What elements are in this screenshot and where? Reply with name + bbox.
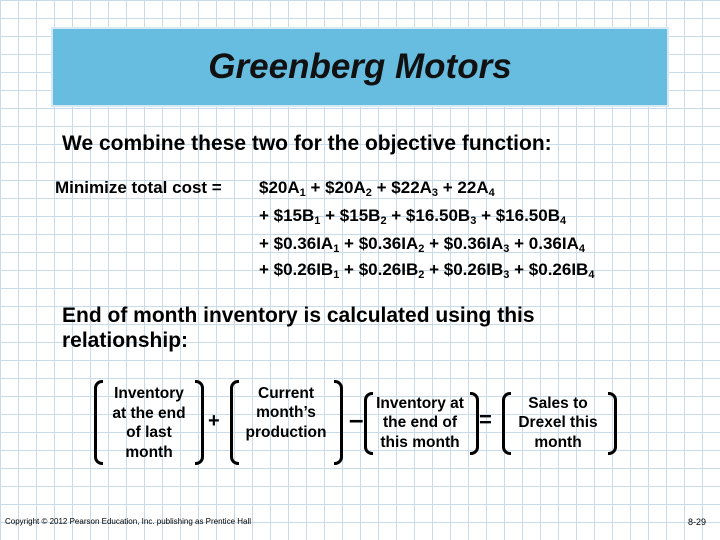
right-bracket xyxy=(334,380,343,465)
right-bracket xyxy=(608,392,617,455)
objective-term-text: + $22A xyxy=(371,178,432,197)
slide-title: Greenberg Motors xyxy=(208,47,512,86)
left-bracket xyxy=(94,380,103,465)
subscript: 3 xyxy=(431,187,439,199)
objective-term-text: + $0.26IB xyxy=(509,260,589,279)
title-banner xyxy=(51,27,669,107)
term-last-month-inventory xyxy=(103,383,195,463)
subscript: 1 xyxy=(333,269,340,281)
objective-term-text: + $16.50B xyxy=(476,206,560,225)
objective-term-text: $20A xyxy=(259,178,300,197)
term-line: month xyxy=(534,433,582,451)
term-current-production xyxy=(238,383,334,443)
term-line: month xyxy=(125,443,173,461)
objective-term-text: + $15B xyxy=(320,206,381,225)
term-line: Inventory xyxy=(114,385,184,402)
term-line: month’s xyxy=(256,404,316,422)
objective-term-text: + $0.36IA xyxy=(259,234,334,253)
subscript: 4 xyxy=(588,269,595,281)
subscript: 1 xyxy=(333,243,340,255)
term-line: production xyxy=(245,423,327,441)
term-line: Sales to xyxy=(528,394,588,412)
page-number: 8-29 xyxy=(688,517,707,527)
right-bracket xyxy=(195,380,204,465)
objective-term-text: + 0.36IA xyxy=(509,234,579,253)
objective-term-text: + $0.36IA xyxy=(339,234,419,253)
subscript: 3 xyxy=(470,215,477,227)
inventory-text: End of month inventory is calculated using this relationship: xyxy=(62,304,535,352)
subscript: 2 xyxy=(418,243,425,255)
term-line: this month xyxy=(380,433,460,451)
objective-row xyxy=(259,260,594,280)
term-line: Drexel this xyxy=(518,414,598,432)
subscript: 1 xyxy=(314,215,321,227)
subscript: 4 xyxy=(488,187,495,199)
subscript: 2 xyxy=(418,269,425,281)
term-line: at the end xyxy=(112,404,186,422)
subscript: 1 xyxy=(299,187,306,199)
objective-term-text: + $15B xyxy=(259,206,315,225)
objective-term-text: + $0.26IB xyxy=(259,260,334,279)
objective-label: Minimize total cost = xyxy=(55,178,222,197)
term-line: of last xyxy=(126,424,172,441)
subscript: 4 xyxy=(560,215,567,227)
objective-row xyxy=(259,234,585,254)
intro-text: We combine these two for the objective function: xyxy=(62,132,552,155)
objective-term-text: + $0.36IA xyxy=(424,234,504,253)
term-current-inventory xyxy=(368,393,472,453)
objective-term-text: + $20A xyxy=(305,178,366,197)
subscript: 3 xyxy=(503,243,510,255)
term-line: Current xyxy=(258,384,314,402)
subscript: 4 xyxy=(578,243,586,255)
objective-term-text: + 22A xyxy=(438,178,489,197)
objective-term-text: + $16.50B xyxy=(386,206,471,225)
copyright-footer: Copyright © 2012 Pearson Education, Inc. publishing as Prentice Hall xyxy=(5,517,252,526)
objective-term-text: + $0.26IB xyxy=(424,260,504,279)
minus-operator: – xyxy=(349,404,364,434)
right-bracket xyxy=(470,392,479,455)
objective-term-text: + $0.26IB xyxy=(339,260,419,279)
plus-operator: + xyxy=(208,410,220,432)
subscript: 2 xyxy=(365,187,372,199)
objective-row xyxy=(259,206,566,226)
term-sales-to-drexel xyxy=(509,393,607,453)
term-line: the end of xyxy=(382,414,458,432)
subscript: 3 xyxy=(503,269,510,281)
subscript: 2 xyxy=(380,215,387,227)
equals-operator: = xyxy=(479,407,492,432)
objective-row xyxy=(259,178,495,198)
term-line: Inventory at xyxy=(376,394,464,412)
